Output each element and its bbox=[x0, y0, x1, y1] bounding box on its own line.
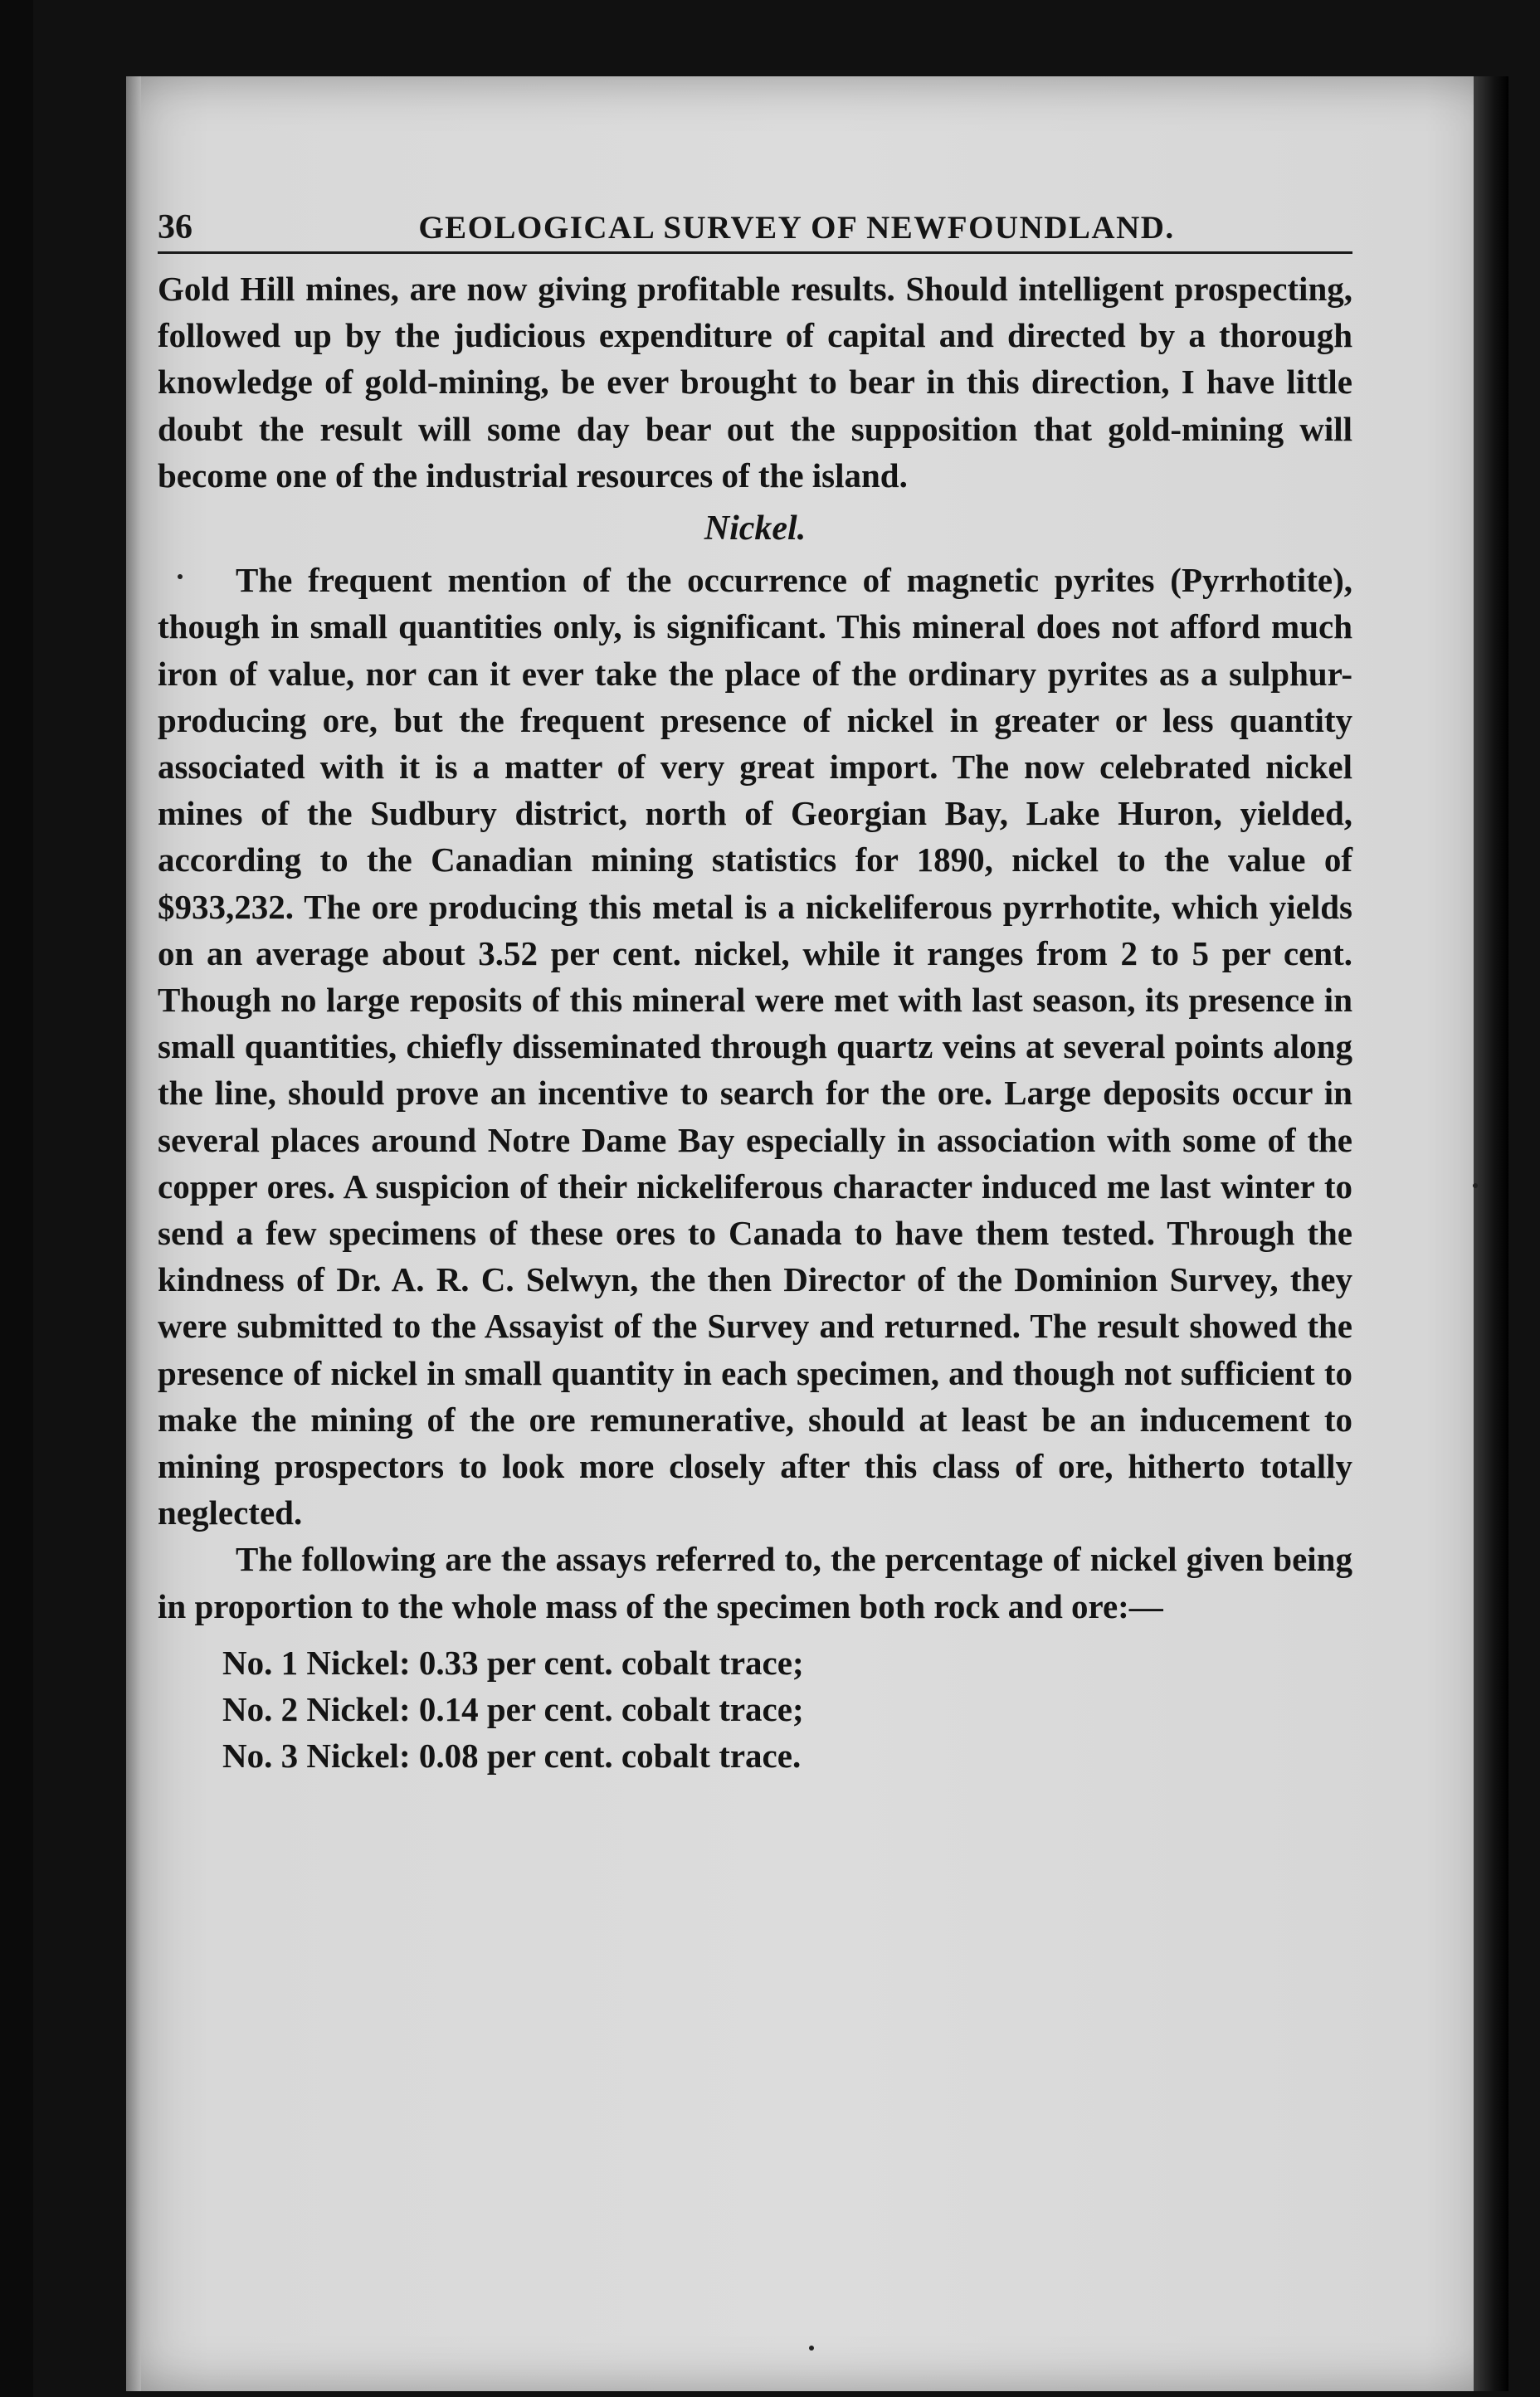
paragraph-assays-intro: The following are the assays referred to, the percentage of nickel given being in proportion to the whole mass of the specimen both rock and ore:— bbox=[158, 1540, 1352, 1625]
page-body bbox=[158, 266, 1352, 1779]
running-head: GEOLOGICAL SURVEY OF NEWFOUNDLAND. bbox=[418, 210, 1175, 246]
paragraph-gold-hill: Gold Hill mines, are now giving profitable results. Should intelligent prospecting, followed up by the judicious expenditure of capital and directed by a thorough knowledge of gold-mining, be ever brought to bear in this direction, I have little doubt the result will some day bear out the supposition that gold-mining will become one of the industrial resources of the island. bbox=[158, 270, 1352, 495]
scan-speck bbox=[178, 574, 183, 579]
paragraph-nickel: The frequent mention of the occurrence of magnetic pyrites (Pyrrhotite), though in small quantities only, is significant. This mineral does not afford much iron of value, nor can it ever take the place of the ordinary pyrites as a sulphur-producing ore, but the frequent presence of nickel in greater or less quantity associated with it is a matter of very great import. The now celebrated nickel mines of the Sudbury district, north of Georgian Bay, Lake Huron, yielded, according to the Canadian mining statistics for 1890, nickel to the value of $933,232. The ore producing this metal is a nickeliferous pyrrhotite, which yields on an average about 3.52 per cent. nickel, while it ranges from 2 to 5 per cent. Though no large reposits of this mineral were met with last season, its presence in small quantities, chiefly disseminated through quartz veins at several points along the line, should prove an incentive to search for the ore. Large deposits occur in several places around Notre Dame Bay especially in association with some of the copper ores. A suspicion of their nickeliferous character induced me last winter to send a few specimens of these ores to Canada to have them tested. Through the kindness of Dr. A. R. C. Selwyn, the then Director of the Dominion Survey, they were submitted to the Assayist of the Survey and returned. The result showed the presence of nickel in small quantity in each specimen, and though not sufficient to make the mining of the ore remunerative, should at least be an inducement to mining prospectors to look more closely after this class of ore, hitherto totally neglected. bbox=[158, 561, 1352, 1532]
assay-item: No. 2 Nickel: 0.14 per cent. cobalt trace; bbox=[222, 1689, 804, 1728]
page-gutter-shadow bbox=[126, 76, 141, 2391]
scan-speck bbox=[1473, 1183, 1478, 1188]
scan-speck bbox=[809, 2346, 814, 2351]
page-number: 36 bbox=[158, 208, 192, 246]
header-rule bbox=[158, 251, 1352, 254]
page-header bbox=[158, 207, 1352, 249]
page-edge-shadow bbox=[1474, 76, 1508, 2391]
assay-list bbox=[158, 1639, 1352, 1779]
assay-item: No. 1 Nickel: 0.33 per cent. cobalt trace; bbox=[222, 1643, 804, 1682]
assay-item: No. 3 Nickel: 0.08 per cent. cobalt trace. bbox=[222, 1736, 802, 1775]
section-heading: Nickel. bbox=[704, 509, 807, 548]
